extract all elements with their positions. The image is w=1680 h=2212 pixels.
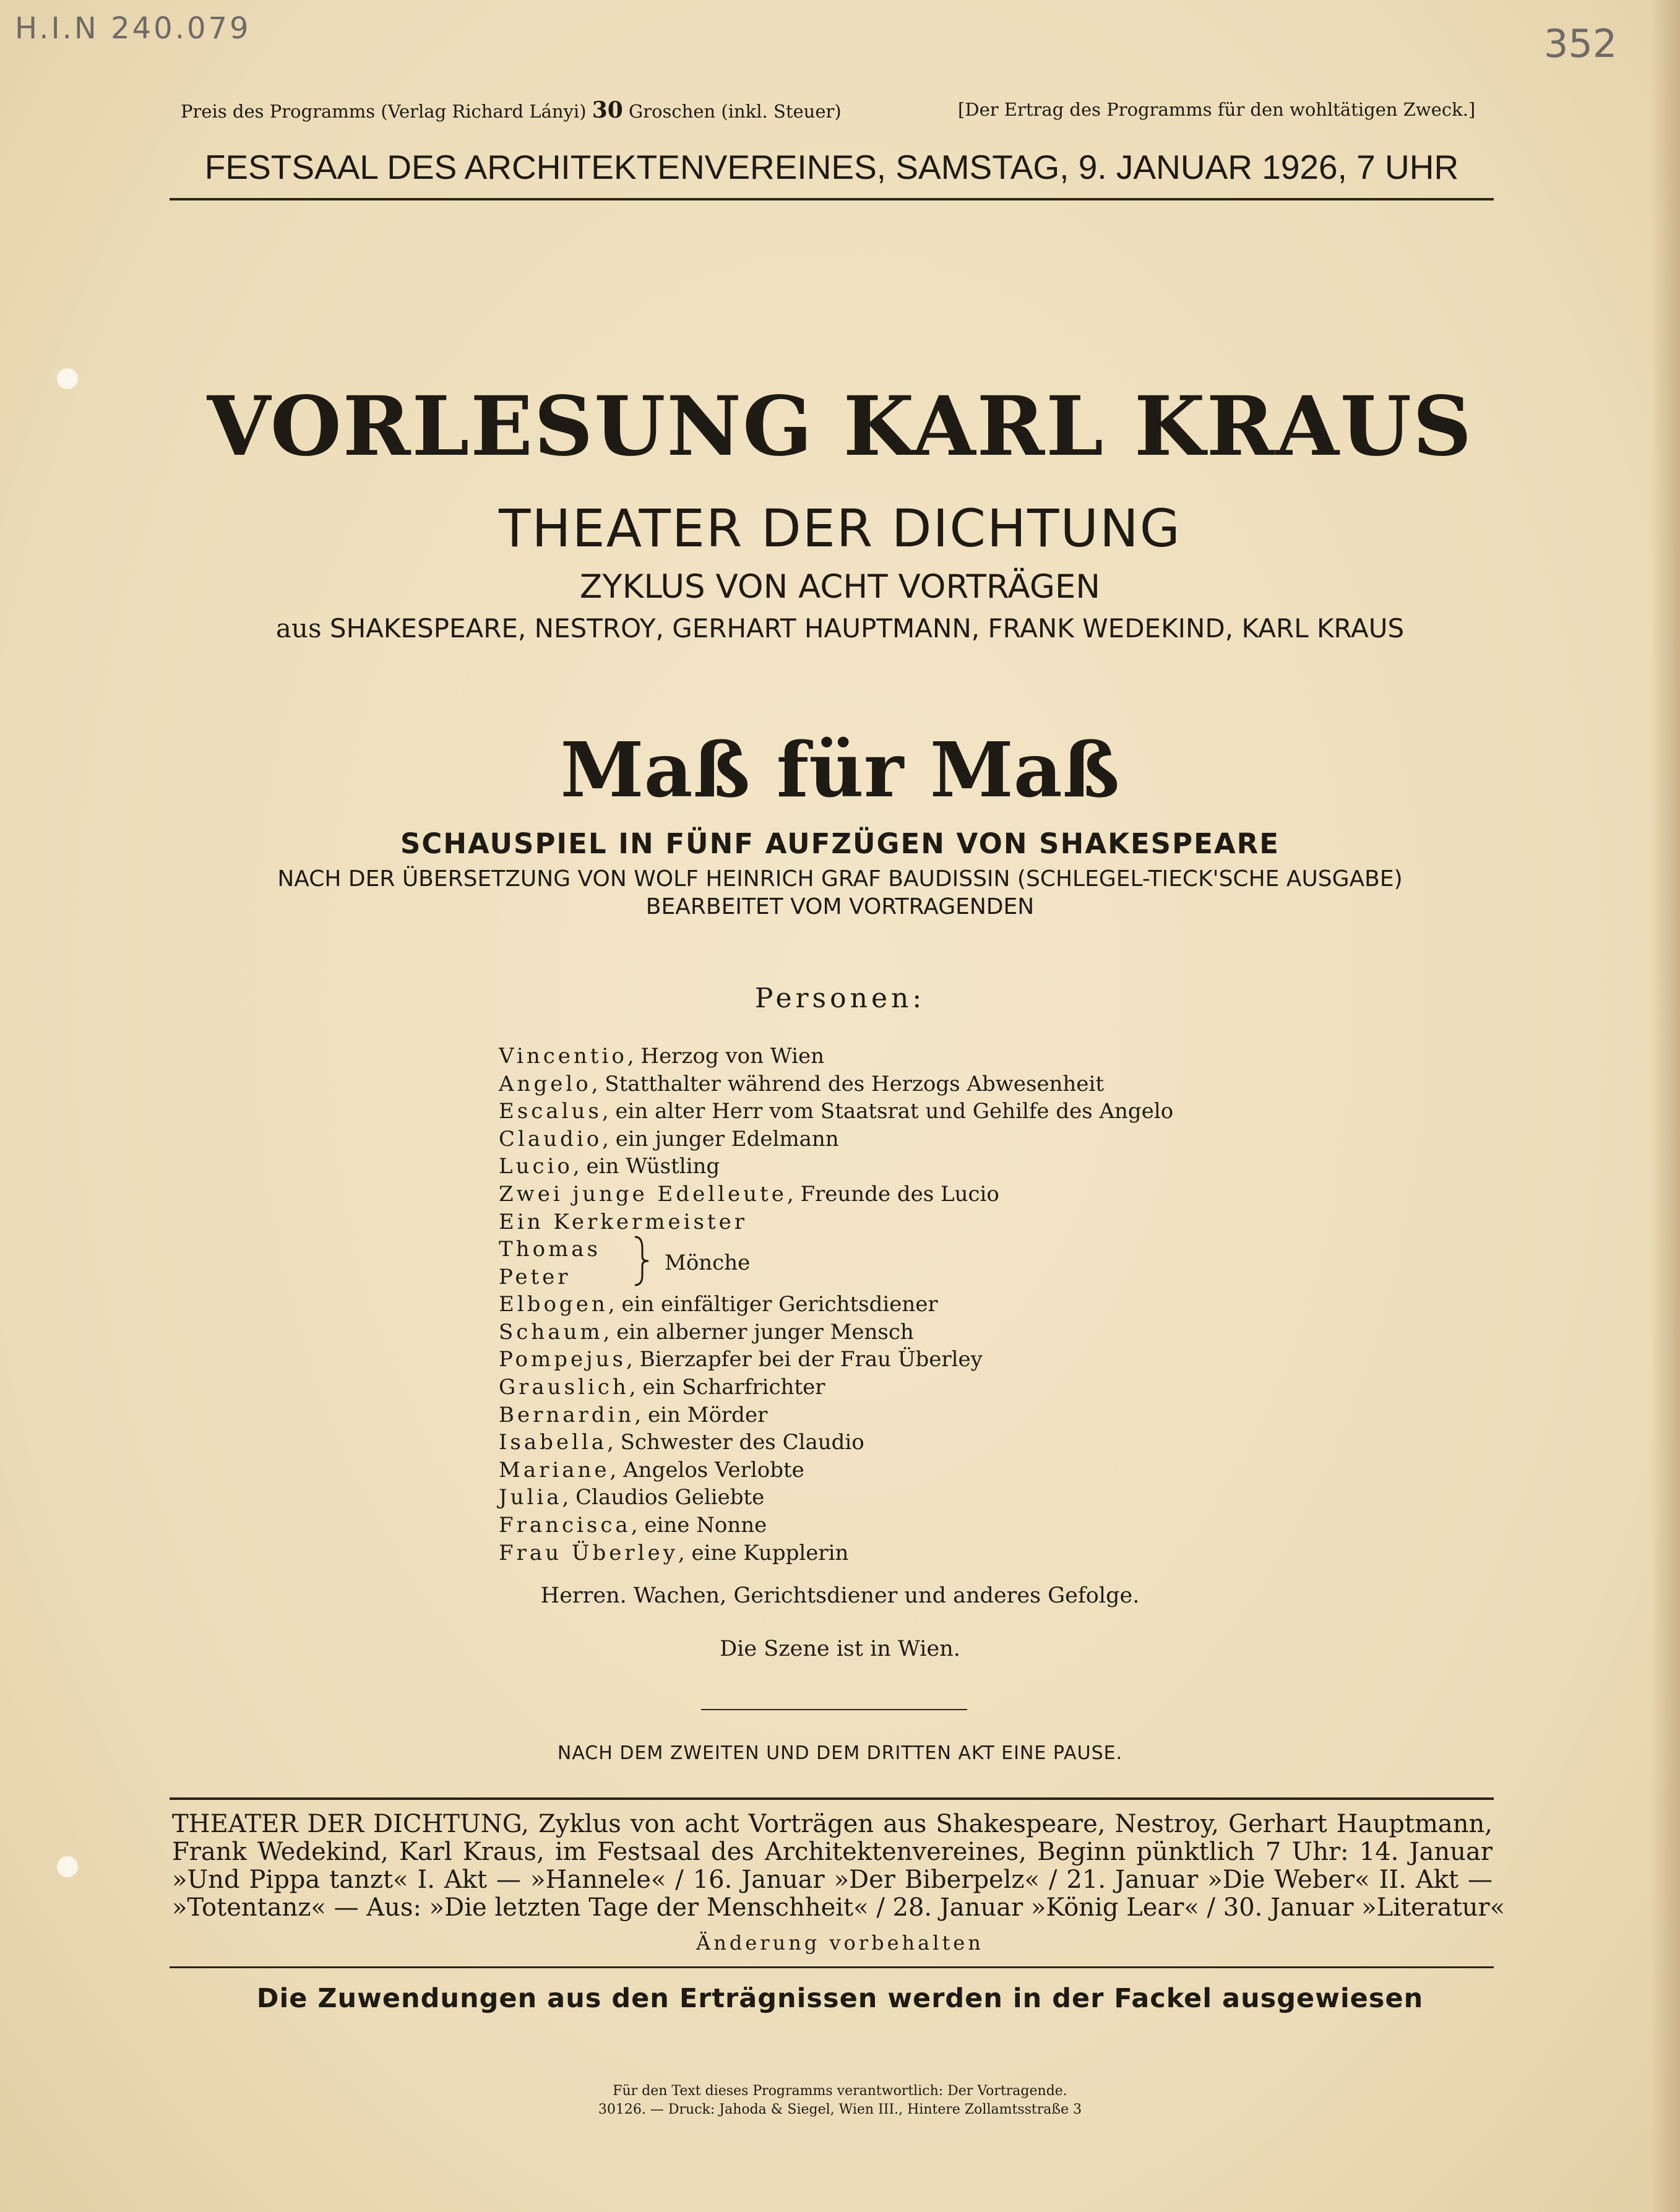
cast-role [499, 1512, 1173, 1539]
role-desc: , ein Scharfrichter [629, 1374, 825, 1400]
cast-heading: Personen: [754, 983, 926, 1014]
cast-role [499, 1484, 1173, 1512]
curly-brace-icon [630, 1233, 655, 1289]
role-desc: , Claudios Geliebte [562, 1485, 765, 1510]
header-rule [170, 198, 1494, 200]
price-note [181, 97, 842, 123]
change-reserved-note: Änderung vorbehalten [696, 1931, 984, 1955]
cast-role [499, 1181, 1173, 1208]
schedule-bottom-rule [170, 1966, 1494, 1968]
role-name: Lucio [499, 1154, 573, 1179]
event-title: VORLESUNG KARL KRAUS [207, 379, 1473, 475]
role-desc: Mönche [665, 1250, 751, 1276]
role-desc: , ein einfältiger Gerichtsdiener [608, 1292, 938, 1317]
role-desc: , eine Kupplerin [678, 1540, 849, 1565]
role-name: Frau Überley [499, 1540, 678, 1565]
role-desc: , ein alter Herr vom Staatsrat und Gehilfe des Angelo [601, 1099, 1174, 1124]
cast-role [499, 1374, 1173, 1401]
role-name: Mariane [499, 1457, 610, 1483]
price-amount: 30 [592, 97, 623, 123]
translation-line: NACH DER ÜBERSETZUNG VON WOLF HEINRICH GRAF BAUDISSIN (SCHLEGEL-TIECK'SCHE AUSGABE) [277, 866, 1403, 892]
role-name: Schaum [499, 1319, 603, 1345]
schedule-line: »Totentanz« — Aus: »Die letzten Tage der Menschheit« / 28. Januar »König Lear« / 30. Januar »Literatur« [172, 1893, 1506, 1922]
role-desc: , Bierzapfer bei der Frau Überley [626, 1347, 983, 1372]
role-name: Escalus [499, 1099, 602, 1124]
play-title: Maß für Maß [560, 725, 1120, 814]
schedule-line: Frank Wedekind, Karl Kraus, im Festsaal des Architektenvereines, Beginn pünktlich 7 Uhr: 14. Januar [172, 1838, 1493, 1866]
role-name: Vincentio [499, 1044, 627, 1069]
price-text-1: Preis des Programms (Verlag Richard Lányi) [181, 101, 592, 122]
schedule-line: »Und Pippa tanzt« I. Akt — »Hannele« / 16. Januar »Der Biberpelz« / 21. Januar »Die Weber« II. Akt — [172, 1866, 1493, 1894]
role-name: Grauslich [499, 1374, 629, 1400]
role-desc: , ein Mörder [634, 1402, 768, 1427]
intermission-note: NACH DEM ZWEITEN UND DEM DRITTEN AKT EINE PAUSE. [557, 1742, 1123, 1764]
separator-rule [701, 1709, 967, 1710]
role-name: Angelo [499, 1071, 592, 1096]
series-title: THEATER DER DICHTUNG [499, 498, 1181, 559]
cast-monks [499, 1236, 1173, 1291]
role-name: Francisca [499, 1512, 631, 1538]
cast-role [499, 1153, 1173, 1181]
cast-list [499, 1043, 1173, 1567]
cast-role [499, 1346, 1173, 1374]
role-name: Bernardin [499, 1402, 635, 1427]
cast-role [499, 1429, 1173, 1457]
cast-role [499, 1208, 1173, 1236]
cast-role [499, 1291, 1173, 1319]
venue-line: FESTSAAL DES ARCHITEKTENVEREINES, SAMSTAG, 9. JANUAR 1926, 7 UHR [204, 148, 1459, 186]
role-name: Isabella [499, 1430, 608, 1455]
role-desc: , ein alberner junger Mensch [603, 1319, 914, 1345]
cast-role [499, 1125, 1173, 1153]
role-name: Ein Kerkermeister [499, 1209, 747, 1234]
role-desc: , Freunde des Lucio [786, 1181, 999, 1207]
role-name: Claudio [499, 1126, 603, 1151]
inventory-number: H.I.N 240.079 [15, 11, 251, 46]
cast-role [499, 1539, 1173, 1567]
role-name: Peter [499, 1264, 571, 1289]
role-desc: , eine Nonne [631, 1512, 767, 1538]
responsibility-note: Für den Text dieses Programms verantwortlich: Der Vortragende. [613, 2083, 1067, 2099]
paper-edge-shadow [1650, 0, 1680, 2212]
cycle-line: ZYKLUS VON ACHT VORTRÄGEN [579, 568, 1101, 606]
role-desc: , Angelos Verlobte [610, 1457, 804, 1483]
cast-role [499, 1043, 1173, 1070]
authors-line [0, 613, 1680, 643]
price-text-2: Groschen (inkl. Steuer) [622, 101, 842, 122]
role-desc: , ein Wüstling [572, 1154, 720, 1179]
cast-role [499, 1070, 1173, 1098]
play-subtitle: SCHAUSPIEL IN FÜNF AUFZÜGEN VON SHAKESPEARE [400, 827, 1280, 860]
cast-extras: Herren. Wachen, Gerichtsdiener und anderes Gefolge. [540, 1583, 1140, 1608]
role-name: Thomas [499, 1237, 601, 1262]
authors-list: SHAKESPEARE, NESTROY, GERHART HAUPTMANN, FRANK WEDEKIND, KARL KRAUS [329, 613, 1405, 643]
printer-imprint: 30126. — Druck: Jahoda & Siegel, Wien III., Hintere Zollamtsstraße 3 [598, 2102, 1082, 2117]
role-name: Pompejus [499, 1347, 626, 1372]
role-desc: , ein junger Edelmann [602, 1126, 839, 1151]
schedule-line: THEATER DER DICHTUNG, Zyklus von acht Vorträgen aus Shakespeare, Nestroy, Gerhart Hauptmann, [172, 1810, 1493, 1838]
punch-hole-bottom [57, 1856, 78, 1877]
role-desc: , Herzog von Wien [627, 1044, 825, 1069]
cast-role [499, 1401, 1173, 1429]
role-name: Elbogen [499, 1292, 608, 1317]
proceeds-note: [Der Ertrag des Programms für den wohltätigen Zweck.] [958, 99, 1476, 120]
role-name: Zwei junge Edelleute [499, 1181, 787, 1207]
authors-prefix: aus [275, 613, 322, 643]
donations-note: Die Zuwendungen aus den Erträgnissen werden in der Fackel ausgewiesen [256, 1983, 1424, 2014]
adaptation-line: BEARBEITET VOM VORTRAGENDEN [645, 894, 1035, 919]
role-name: Julia [499, 1485, 562, 1510]
role-desc: , Statthalter während des Herzogs Abwesenheit [591, 1071, 1104, 1096]
role-desc: , Schwester des Claudio [607, 1430, 864, 1455]
cast-role [499, 1098, 1173, 1125]
scene-note: Die Szene ist in Wien. [720, 1637, 960, 1661]
cast-role [499, 1457, 1173, 1484]
page-number: 352 [1544, 21, 1618, 66]
schedule-top-rule [170, 1797, 1494, 1800]
cast-role [499, 1319, 1173, 1346]
